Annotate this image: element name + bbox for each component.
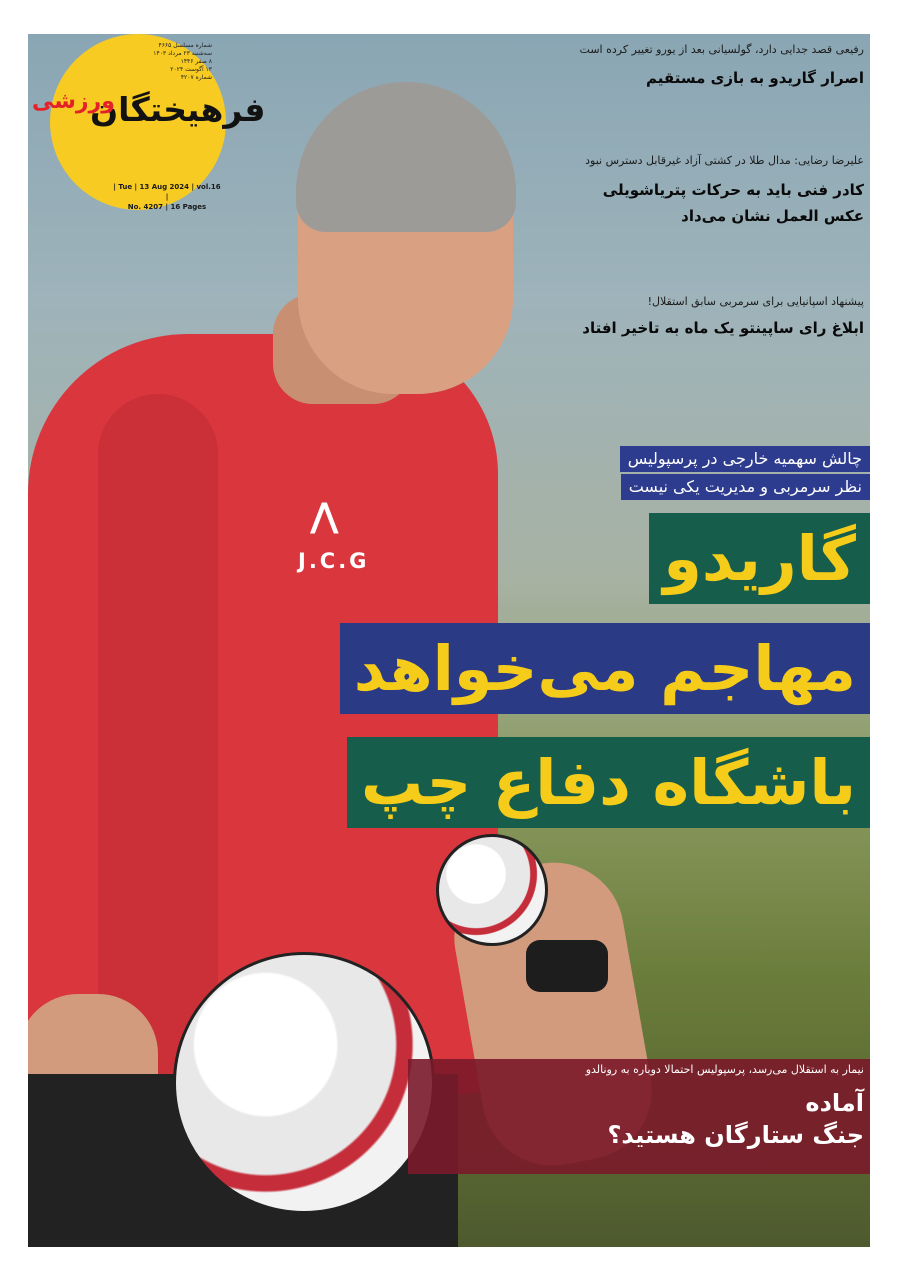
- edition-line: | Tue | 13 Aug 2024 | vol.16 |: [113, 183, 221, 201]
- story-kicker: پیشنهاد اسپانیایی برای سرمربی سابق استقلال!: [647, 295, 864, 308]
- story-headline[interactable]: ابلاغ رای ساپینتو یک ماه به تاخیر افتاد: [582, 319, 864, 337]
- main-subhead: چالش سهمیه خارجی در پرسپولیس: [620, 446, 870, 472]
- story-kicker: رفیعی قصد جدایی دارد، گولسیانی بعد از یورو تغییر کرده است: [579, 43, 864, 56]
- logo-accent: ورزشی: [32, 89, 115, 114]
- story-headline[interactable]: کادر فنی باید به حرکات پتریاشویلی: [602, 181, 864, 199]
- edition-info: [112, 182, 222, 212]
- bottom-headline-line: جنگ ستارگان هستید؟: [607, 1121, 864, 1149]
- story-headline[interactable]: اصرار گاریدو به بازی مستقیم: [646, 69, 864, 87]
- shirt-shadow: [98, 394, 218, 1094]
- bottom-kicker: نیمار به استقلال می‌رسد، پرسپولیس احتمالا دوباره به رونالدو: [585, 1063, 864, 1076]
- issue-meta-line: شماره مسلسل ۴۶۶۵: [158, 42, 212, 49]
- football-back: [436, 834, 548, 946]
- shirt-logo-icon: ⋀: [310, 496, 339, 536]
- edition-line: No. 4207 | 16 Pages: [127, 203, 207, 211]
- main-title-line[interactable]: گاریدو: [649, 513, 870, 604]
- bottom-headline[interactable]: [608, 1087, 865, 1151]
- main-title-line[interactable]: باشگاه دفاع چپ: [347, 737, 870, 828]
- bottom-headline-line: آماده: [805, 1089, 864, 1117]
- issue-meta-line: ۱۳ آگوست ۲۰۲۴: [170, 66, 212, 73]
- front-page: [28, 34, 870, 1247]
- issue-meta-line: شماره ۴۲۰۷: [180, 74, 212, 81]
- wristwatch: [526, 940, 608, 992]
- main-title-line[interactable]: مهاجم می‌خواهد: [340, 623, 870, 714]
- main-subhead: نظر سرمربی و مدیریت یکی نیست: [621, 474, 870, 500]
- coach-hair: [296, 82, 516, 232]
- issue-meta-line: ۸ صفر ۱۴۴۶: [180, 58, 212, 65]
- football: [173, 952, 435, 1214]
- issue-meta-line: سه‌شنبه ۲۳ مرداد ۱۴۰۳: [153, 50, 212, 57]
- story-kicker: علیرضا رضایی: مدال طلا در کشتی آزاد غیرقابل دسترس نبود: [585, 154, 864, 167]
- newspaper-logo: فرهیختگان: [90, 90, 266, 129]
- masthead-badge: [50, 34, 266, 211]
- shirt-initials: J.C.G: [298, 549, 370, 573]
- story-headline[interactable]: عکس العمل نشان می‌داد: [681, 207, 864, 225]
- issue-meta: [122, 42, 212, 82]
